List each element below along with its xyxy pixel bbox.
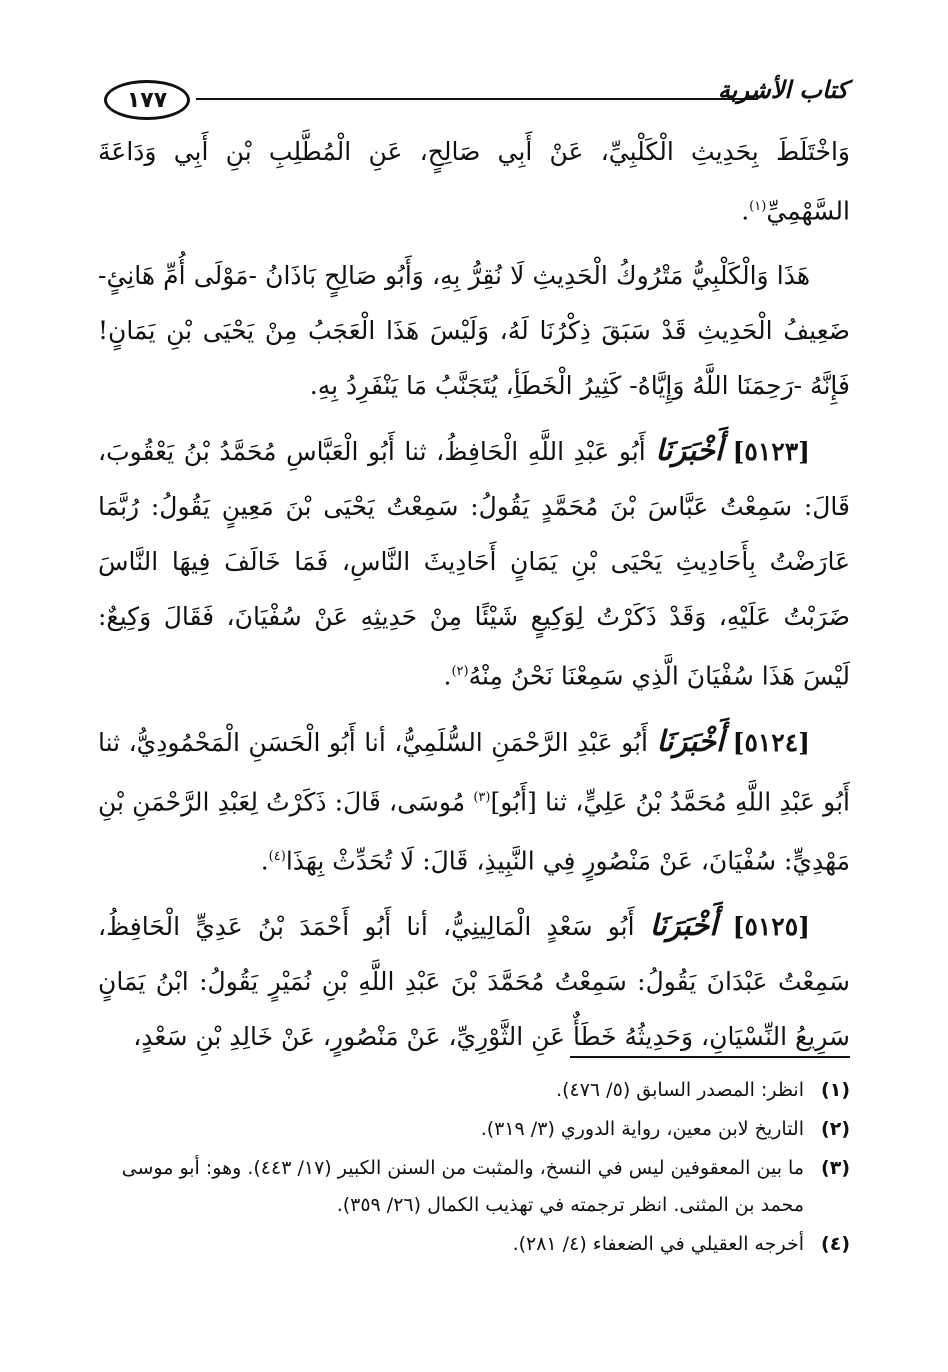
paragraph-tail: .: [443, 661, 452, 691]
footnote-text: ما بين المعقوفين ليس في النسخ، والمثبت من السنن الكبير (١٧/ ٤٤٣). وهو: أبو موسى محمد بن المثنى. انظر ترجمته في تهذيب الكمال (٢٦/ ٣٥٩).: [121, 1157, 804, 1216]
footnote-marker: (٣): [473, 789, 491, 805]
page-header: [96, 64, 848, 124]
paragraph-tail: .: [741, 196, 750, 226]
page-number-badge: ١٧٧: [104, 80, 190, 120]
footnote-item: [98, 1226, 850, 1263]
footnotes: [98, 1072, 850, 1265]
akhbarana-label: أَخْبَرَنَا: [655, 433, 723, 468]
hadith-5125: [98, 898, 850, 1064]
footnote-marker: (٤): [268, 848, 286, 864]
footnote-text: انظر: المصدر السابق (٥/ ٤٧٦).: [556, 1079, 804, 1101]
paragraph-tail: .: [260, 846, 269, 876]
hadith-text: أَبُو سَعْدٍ الْمَالِينِيُّ، أنا أَبُو أَحْمَدَ بْنُ عَدِيٍّ الْحَافِظُ، سَمِعْتُ عَبْدَانَ يَقُولُ: سَمِعْتُ مُحَمَّدَ بْنَ عَبْدِ اللَّهِ بْنِ نُمَيْرٍ يَقُولُ: ابْنُ يَمَانٍ سَرِيعُ النِّسْيَانِ، وَحَدِيثُهُ خَطَأٌ عَنِ الثَّوْرِيِّ، عَنْ مَنْصُورٍ، عَنْ خَالِدِ بْنِ سَعْدٍ،: [98, 912, 850, 1052]
hadith-5123: [98, 423, 850, 703]
hadith-number: [٥١٢٣]: [732, 437, 810, 467]
footnote-item: [98, 1150, 850, 1224]
hadith-text-continued: مُوسَى، قَالَ: ذَكَرْتُ لِعَبْدِ الرَّحْمَنِ بْنِ مَهْدِيٍّ: سُفْيَانَ، عَنْ مَنْصُورٍ فِي النَّبِيذِ، قَالَ: لَا تُحَدِّثْ بِهَذَا: [98, 786, 850, 876]
footnote-item: [98, 1111, 850, 1148]
paragraph-text: هَذَا وَالْكَلْبِيُّ مَتْرُوكُ الْحَدِيثِ لَا نُقِرُّ بِهِ، وَأَبُو صَالِحٍ بَاذَانُ -مَوْلَى أُمِّ هَانِئٍ- ضَعِيفُ الْحَدِيثِ قَدْ سَبَقَ ذِكْرُنَا لَهُ، وَلَيْسَ هَذَا الْعَجَبُ مِنْ يَحْيَى بْنِ يَمَانٍ! فَإِنَّهُ -رَحِمَنَا اللَّهُ وَإِيَّاهُ- كَثِيرُ الْخَطَأِ، يُتَجَنَّبُ مَا يَنْفَرِدُ بِهِ.: [98, 261, 850, 401]
footnote-text: أخرجه العقيلي في الضعفاء (٤/ ٢٨١).: [512, 1233, 804, 1255]
akhbarana-label: أَخْبَرَنَا: [649, 908, 718, 943]
akhbarana-label: أَخْبَرَنَا: [656, 723, 725, 758]
footnote-number: (٢): [821, 1118, 850, 1140]
paragraph-commentary: [98, 248, 850, 413]
footnote-number: (٣): [821, 1157, 850, 1179]
book-title: كتاب الأشربة: [717, 76, 848, 104]
hadith-text: أَبُو عَبْدِ الرَّحْمَنِ السُّلَمِيُّ، أنا أَبُو الْحَسَنِ الْمَحْمُودِيُّ، ثنا أَبُو عَبْدِ اللَّهِ مُحَمَّدُ بْنُ عَلِيٍّ، ثنا [أَبُو]: [98, 727, 850, 816]
hadith-5124: [98, 714, 850, 889]
main-text: [98, 124, 850, 1074]
paragraph-continuation: [98, 124, 850, 238]
footnote-text: التاريخ لابن معين، رواية الدوري (٣/ ٣١٩).: [480, 1118, 804, 1140]
footnote-number: (١): [821, 1079, 850, 1101]
footnote-number: (٤): [821, 1233, 850, 1255]
hadith-text: أَبُو عَبْدِ اللَّهِ الْحَافِظُ، ثنا أَبُو الْعَبَّاسِ مُحَمَّدُ بْنُ يَعْقُوبَ، قَالَ: سَمِعْتُ عَبَّاسَ بْنَ مُحَمَّدٍ يَقُولُ: سَمِعْتُ يَحْيَى بْنَ مَعِينٍ يَقُولُ: رُبَّمَا عَارَضْتُ بِأَحَادِيثِ يَحْيَى بْنِ يَمَانٍ أَحَادِيثَ النَّاسِ، فَمَا خَالَفَ فِيهَا النَّاسَ ضَرَبْتُ عَلَيْهِ، وَقَدْ ذَكَرْتُ لِوَكِيعٍ شَيْئًا مِنْ حَدِيثِهِ عَنْ سُفْيَانَ، فَقَالَ وَكِيعٌ: لَيْسَ هَذَا سُفْيَانَ الَّذِي سَمِعْنَا نَحْنُ مِنْهُ: [98, 437, 850, 691]
footnote-marker: (٢): [451, 664, 469, 680]
paragraph-text: وَاخْتَلَطَ بِحَدِيثِ الْكَلْبِيِّ، عَنْ أَبِي صَالِحٍ، عَنِ الْمُطَّلِبِ بْنِ أَبِي وَدَاعَةَ السَّهْمِيِّ: [98, 137, 850, 226]
footnote-marker: (١): [749, 199, 767, 214]
hadith-number: [٥١٢٥]: [732, 912, 811, 942]
footnote-divider: [570, 1056, 850, 1058]
header-divider: [196, 98, 758, 100]
hadith-number: [٥١٢٤]: [732, 727, 810, 757]
footnote-item: [98, 1072, 850, 1109]
